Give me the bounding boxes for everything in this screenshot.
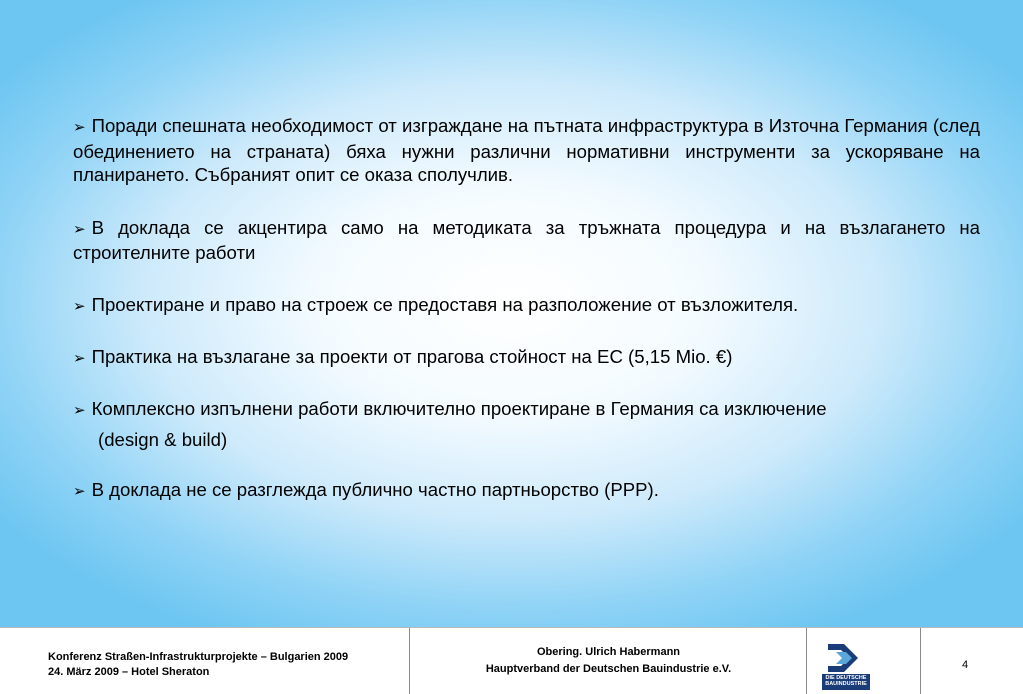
arrow-bullet-icon: ➢ xyxy=(73,296,86,315)
bullet-text: В доклада не се разглежда публично частно партньорство (PPP). xyxy=(91,478,659,500)
logo-wordmark xyxy=(822,675,870,687)
footer-author-info xyxy=(411,644,806,678)
bullet-item xyxy=(73,216,980,265)
bullet-list xyxy=(73,114,980,532)
footer-conference-title: Konferenz Straßen-Infrastrukturprojekte – Bulgarien 2009 xyxy=(48,651,349,663)
footer-conference-info xyxy=(48,650,348,680)
bullet-item xyxy=(73,397,980,452)
arrow-bullet-icon: ➢ xyxy=(73,481,86,500)
footer-divider xyxy=(409,628,410,694)
footer xyxy=(0,627,1023,694)
arrow-bullet-icon: ➢ xyxy=(73,349,86,367)
arrow-bullet-icon: ➢ xyxy=(73,400,86,419)
footer-divider xyxy=(806,628,807,694)
bullet-text: Поради спешната необходимост от изграждане на пътната инфраструктура в Източна Германия (след обединението на страната) бяха нужни различни нормативни инструменти за ускоряване на планирането. Събраният опит се оказа сполучлив. xyxy=(73,115,980,185)
footer-conference-date: 24. März 2009 – Hotel Sheraton xyxy=(48,666,210,678)
bullet-item xyxy=(73,478,980,504)
bullet-text: Комплексно изпълнени работи включително проектиране в Германия са изключение xyxy=(91,397,827,419)
footer-divider xyxy=(920,628,921,694)
bullet-text: Проектиране и право на строеж се предоставя на разположение от възложителя. xyxy=(91,293,799,315)
arrow-bullet-icon: ➢ xyxy=(73,219,86,238)
bullet-item xyxy=(73,345,980,371)
bullet-text: В доклада се акцентира само на методиката за тръжната процедура и на възлагането на строителните работи xyxy=(73,216,980,263)
page-number: 4 xyxy=(962,659,969,671)
logo-text-line: DIE DEUTSCHE xyxy=(825,675,867,681)
bullet-text-continuation: (design & build) xyxy=(98,429,228,450)
logo-text-line: BAUINDUSTRIE xyxy=(825,681,867,687)
bullet-text: Практика на възлагане за проекти от прагова стойност на ЕС (5,15 Mio. €) xyxy=(91,346,733,367)
bullet-item xyxy=(73,114,980,187)
arrow-bullet-icon: ➢ xyxy=(73,118,86,136)
footer-organization: Hauptverband der Deutschen Bauindustrie e.V. xyxy=(485,663,732,675)
bullet-item xyxy=(73,293,980,319)
footer-author-name: Obering. Ulrich Habermann xyxy=(536,646,681,658)
